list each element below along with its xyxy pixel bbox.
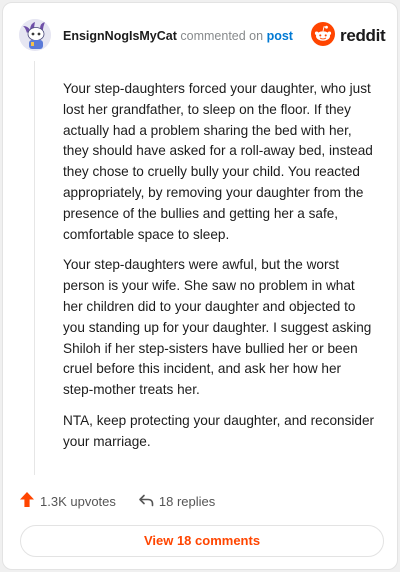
header-action-text: commented on xyxy=(180,29,264,43)
reddit-wordmark: reddit xyxy=(340,26,386,45)
upvote-button[interactable] xyxy=(19,491,116,511)
comment-paragraph: Your step-daughters were awful, but the worst person is your wife. She saw no problem in what her children did to your daughter and objected to you standing up for your daughter. I suggest asking Shiloh if her step-sisters have bullied her or been cruel before this incident, and ask her how her step-mother treats her. xyxy=(63,257,372,398)
comment-card xyxy=(2,2,398,570)
upvote-arrow-icon xyxy=(19,491,40,511)
replies-button[interactable] xyxy=(138,493,215,510)
comment-actions xyxy=(19,491,215,511)
view-comments-button[interactable]: View 18 comments xyxy=(20,525,384,557)
comment-paragraph: NTA, keep protecting your daughter, and reconsider your marriage. xyxy=(63,412,375,449)
snoo-avatar-icon[interactable] xyxy=(19,19,51,51)
reddit-logo[interactable] xyxy=(311,23,385,49)
replies-count: 18 replies xyxy=(158,493,216,509)
comment-paragraph: Your step-daughters forced your daughter, who just lost her grandfather, to sleep on the floor. If they actually had a problem sharing the bed with her, they should have asked for a roll-away bed, instead they chose to cruelly bully your child. You reacted appropriately, by removing your daughter from the presence of the bullies and getting her a safe, comfortable space to sleep. xyxy=(63,81,373,242)
upvote-count: 1.3K upvotes xyxy=(40,493,116,509)
post-link[interactable]: post xyxy=(266,29,293,43)
comment-header xyxy=(63,29,293,43)
comment-body xyxy=(63,79,375,463)
thread-line[interactable] xyxy=(34,61,35,475)
username[interactable]: EnsignNogIsMyCat xyxy=(63,29,177,43)
reddit-alien-icon xyxy=(311,22,335,51)
reply-arrow-icon xyxy=(138,493,159,510)
